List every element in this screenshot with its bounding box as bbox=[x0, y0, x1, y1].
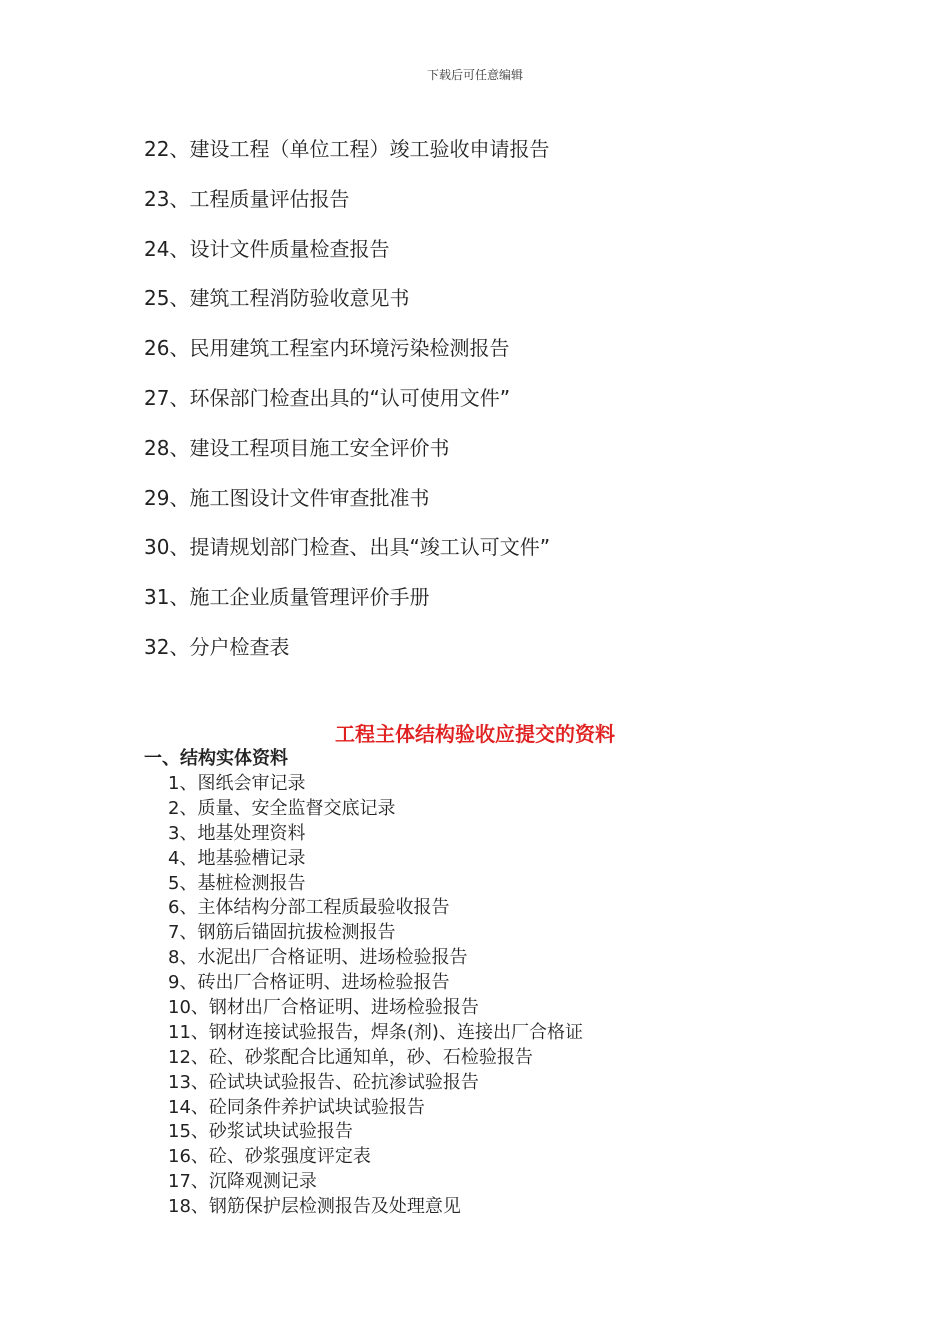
list-item: 14、砼同条件养护试块试验报告 bbox=[168, 1096, 425, 1118]
list-item: 1、图纸会审记录 bbox=[168, 773, 306, 794]
list-item: 28、建设工程项目施工安全评价书 bbox=[144, 435, 450, 460]
structure-materials-list bbox=[168, 771, 583, 1219]
list-item: 16、砼、砂浆强度评定表 bbox=[168, 1146, 371, 1168]
list-item: 30、提请规划部门检查、出具“竣工认可文件” bbox=[144, 535, 551, 560]
list-item: 15、砂浆试块试验报告 bbox=[168, 1121, 353, 1143]
list-item: 5、基桩检测报告 bbox=[168, 872, 306, 894]
list-item: 10、钢材出厂合格证明、进场检验报告 bbox=[168, 997, 479, 1019]
section-subheading: 一、结构实体资料 bbox=[144, 748, 288, 769]
list-item: 2、质量、安全监督交底记录 bbox=[168, 797, 396, 819]
list-item: 32、分户检查表 bbox=[144, 634, 290, 659]
list-item: 13、砼试块试验报告、砼抗渗试验报告 bbox=[168, 1071, 479, 1093]
list-item: 9、砖出厂合格证明、进场检验报告 bbox=[168, 972, 450, 994]
list-item: 7、钢筋后锚固抗拔检测报告 bbox=[168, 922, 396, 944]
list-item: 17、沉降观测记录 bbox=[168, 1171, 317, 1193]
list-item: 24、设计文件质量检查报告 bbox=[144, 236, 390, 261]
list-item: 3、地基处理资料 bbox=[168, 822, 306, 844]
list-item: 18、钢筋保护层检测报告及处理意见 bbox=[168, 1196, 461, 1218]
list-item: 23、工程质量评估报告 bbox=[144, 186, 350, 211]
list-item: 6、主体结构分部工程质最验收报告 bbox=[168, 897, 450, 919]
list-item: 27、环保部门检查出具的“认可使用文件” bbox=[144, 385, 511, 410]
list-item: 26、民用建筑工程室内环境污染检测报告 bbox=[144, 336, 510, 361]
list-item: 25、建筑工程消防验收意见书 bbox=[144, 286, 410, 311]
list-item: 29、施工图设计文件审查批准书 bbox=[144, 485, 430, 510]
list-item: 31、施工企业质量管理评价手册 bbox=[144, 585, 430, 610]
section-title: 工程主体结构验收应提交的资料 bbox=[335, 722, 615, 746]
page-header: 下载后可任意编辑 bbox=[426, 68, 523, 82]
list-item: 4、地基验槽记录 bbox=[168, 847, 306, 869]
list-item: 12、砼、砂浆配合比通知单，砂、石检验报告 bbox=[168, 1046, 533, 1068]
list-item: 8、水泥出厂合格证明、进场检验报告 bbox=[168, 947, 468, 969]
document-list-continued bbox=[144, 134, 550, 682]
list-item: 11、钢材连接试验报告，焊条(剂)、连接出厂合格证 bbox=[168, 1021, 583, 1043]
list-item: 22、建设工程（单位工程）竣工验收申请报告 bbox=[144, 137, 550, 161]
